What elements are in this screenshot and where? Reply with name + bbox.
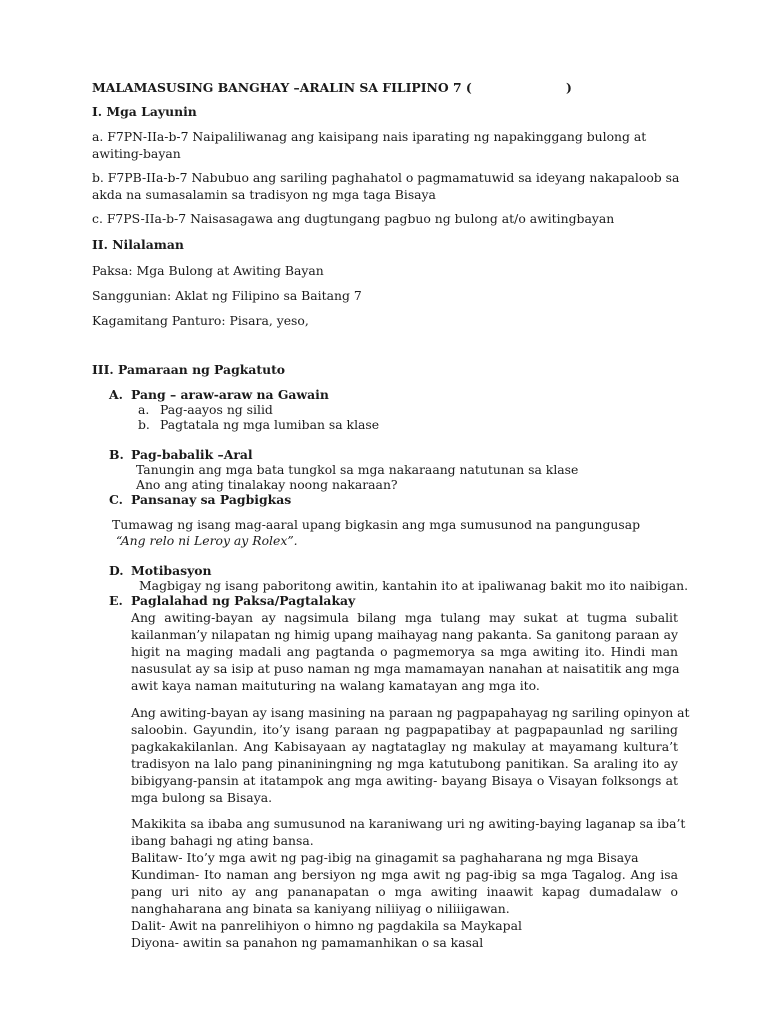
kundiman-definition-line: nanghaharana ang binata sa kaniyang niliiyag o niliiigawan. (131, 901, 510, 916)
item-a-sub-text: Pagtatala ng mga lumiban sa klase (160, 417, 380, 432)
sanggunian-line: Sanggunian: Aklat ng Filipino sa Baitang 7 (92, 288, 362, 303)
paragraph-line: higit na maging madali ang pagtanda o pagmemorya sa mga awiting ito. Hindi man (131, 644, 678, 659)
item-a-sub-marker: b. (138, 417, 150, 432)
item-d-title: Motibasyon (131, 563, 212, 578)
item-e-letter: E. (109, 593, 123, 608)
balitaw-definition: Balitaw- Ito’y mga awit ng pag-ibig na ginagamit sa paghaharana ng mga Bisaya (131, 850, 639, 865)
item-b-title: Pag-babalik –Aral (131, 447, 253, 462)
paragraph-line: awit kaya naman maituturing na walang kamatayan ang mga ito. (131, 678, 540, 693)
section-2-heading: II. Nilalaman (92, 237, 184, 252)
objective-b-line2: akda na sumasalamin sa tradisyon ng mga taga Bisaya (92, 187, 436, 202)
document-title: MALAMASUSING BANGHAY –ARALIN SA FILIPINO 7 ( (92, 80, 472, 95)
item-a-sub-marker: a. (138, 402, 150, 417)
section-1-heading: I. Mga Layunin (92, 104, 197, 119)
objective-a-line2: awiting-bayan (92, 146, 181, 161)
paragraph-line: nasusulat ay sa isip at puso naman ng mga mamamayan nanahan at naisatitik ang mga (131, 661, 680, 676)
paragraph-line: Ang awiting-bayan ay nagsimula bilang mga tulang may sukat at tugma subalit (131, 610, 678, 625)
section-3-heading: III. Pamaraan ng Pagkatuto (92, 362, 286, 377)
paksa-line: Paksa: Mga Bulong at Awiting Bayan (92, 263, 324, 278)
item-c-line1: Tumawag ng isang mag-aaral upang bigkasin ang mga sumusunod na pangungusap (112, 517, 641, 532)
title-closing-paren: ) (566, 80, 572, 95)
item-c-letter: C. (109, 492, 123, 507)
item-d-letter: D. (109, 563, 124, 578)
item-b-letter: B. (109, 447, 124, 462)
paragraph-line: kailanman’y nilapatan ng himig upang maihayag nang pakanta. Sa ganitong paraan ay (131, 627, 678, 642)
item-a-letter: A. (109, 387, 123, 402)
item-c-quote: “Ang relo ni Leroy ay Rolex”. (116, 533, 298, 548)
paragraph-line: saloobin. Gayundin, ito’y isang paraan ng pagpapatibay at pagpapaunlad ng sariling (131, 722, 678, 737)
kagamitan-line: Kagamitang Panturo: Pisara, yeso, (92, 313, 309, 328)
kundiman-definition-line: pang uri nito ay ang pananapatan o mga awiting inaawit kapag dumadalaw o (131, 884, 678, 899)
item-b-line2: Ano ang ating tinalakay noong nakaraan? (136, 477, 398, 492)
paragraph-line: Ang awiting-bayan ay isang masining na paraan ng pagpapahayag ng sariling opinyon at (131, 705, 690, 720)
paragraph-line: pagkakakilanlan. Ang Kabisayaan ay nagtataglay ng makulay at mayamang kultura’t (131, 739, 678, 754)
diyona-definition: Diyona- awitin sa panahon ng pamamanhikan o sa kasal (131, 935, 484, 950)
objective-c-line1: c. F7PS-IIa-b-7 Naisasagawa ang dugtungang pagbuo ng bulong at/o awitingbayan (92, 211, 615, 226)
item-a-sub-text: Pag-aayos ng silid (160, 402, 273, 417)
item-b-line1: Tanungin ang mga bata tungkol sa mga nakaraang natutunan sa klase (136, 462, 579, 477)
paragraph-line: tradisyon na lalo pang pinaniningning ng mga katutubong panitikan. Sa araling ito ay (131, 756, 678, 771)
kundiman-definition-line: Kundiman- Ito naman ang bersiyon ng mga awit ng pag-ibig sa mga Tagalog. Ang isa (131, 867, 678, 882)
paragraph-line: ibang bahagi ng ating bansa. (131, 833, 314, 848)
item-a-title: Pang – araw-araw na Gawain (131, 387, 329, 402)
item-d-line1: Magbigay ng isang paboritong awitin, kantahin ito at ipaliwanag bakit mo ito naibigan. (139, 578, 689, 593)
objective-a-line1: a. F7PN-IIa-b-7 Naipaliliwanag ang kaisipang nais iparating ng napakinggang bulong at (92, 129, 647, 144)
item-c-title: Pansanay sa Pagbigkas (131, 492, 292, 507)
objective-b-line1: b. F7PB-IIa-b-7 Nabubuo ang sariling paghahatol o pagmamatuwid sa ideyang nakapaloob sa (92, 170, 680, 185)
paragraph-line: mga bulong sa Bisaya. (131, 790, 273, 805)
item-e-title: Paglalahad ng Paksa/Pagtalakay (131, 593, 356, 608)
paragraph-line: Makikita sa ibaba ang sumusunod na karaniwang uri ng awiting-baying laganap sa iba’t (131, 816, 686, 831)
dalit-definition: Dalit- Awit na panrelihiyon o himno ng pagdakila sa Maykapal (131, 918, 522, 933)
paragraph-line: bibigyang-pansin at itatampok ang mga awiting- bayang Bisaya o Visayan folksongs at (131, 773, 678, 788)
paragraph-2 (131, 704, 690, 806)
paragraph-1 (131, 609, 678, 694)
paragraph-3 (131, 815, 686, 951)
